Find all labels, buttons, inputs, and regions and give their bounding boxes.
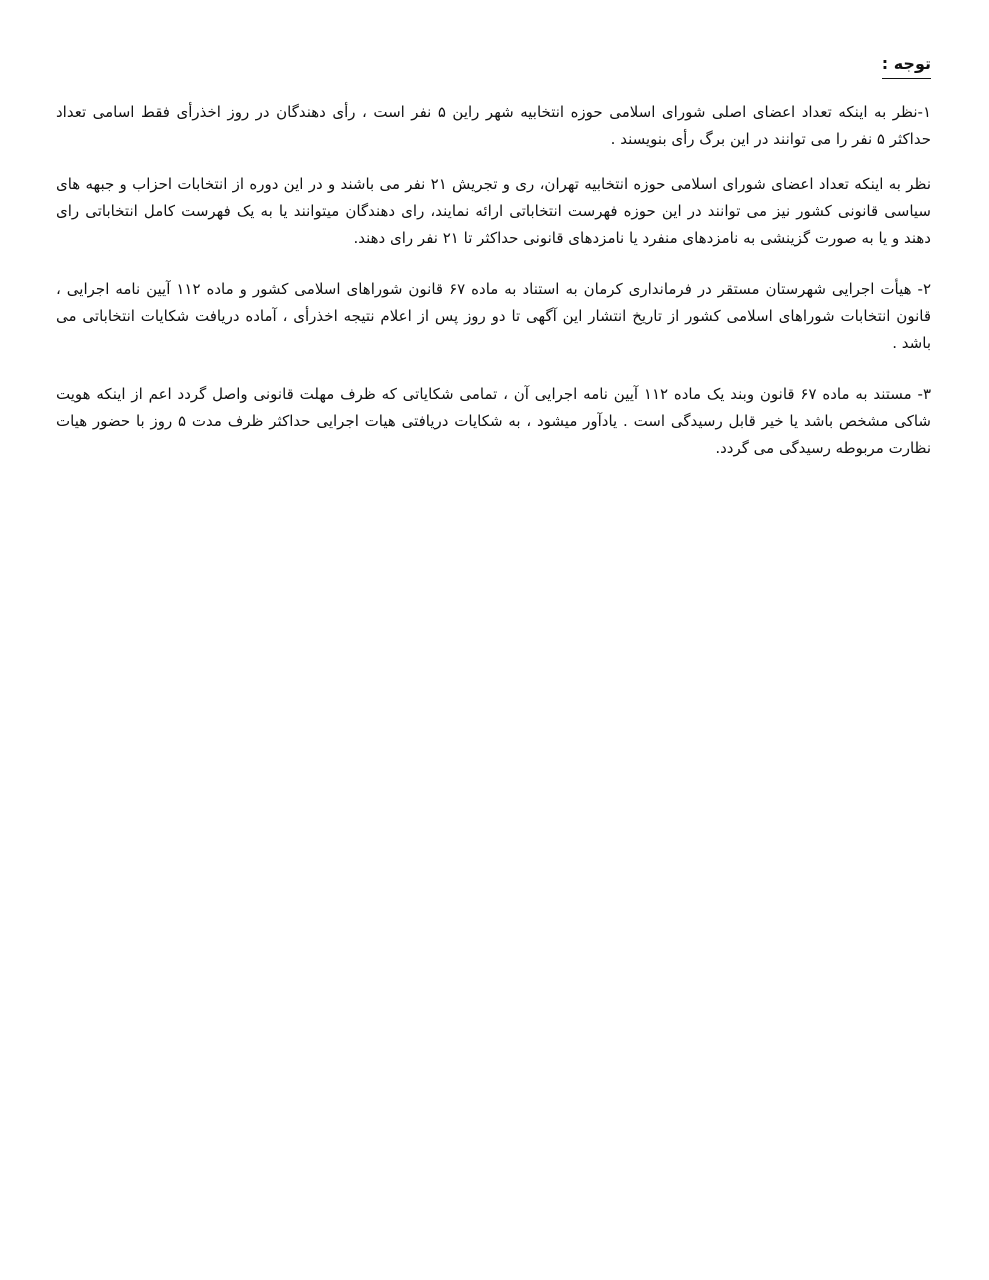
notice-body — [56, 52, 931, 480]
notice-paragraph-2: ۲- هیأت اجرایی شهرستان مستقر در فرمانداری کرمان به استناد به ماده ۶۷ قانون شوراهای اسلامی کشور و ماده ۱۱۲ آیین نامه اجرایی ، قانون انتخابات شوراهای اسلامی کشور از تاریخ انتشار این آگهی تا دو روز پس از اعلام نتیجه اخذرأی ، آماده دریافت شکایات انتخاباتی می باشد . — [56, 280, 931, 352]
notice-paragraph-1: ۱-نظر به اینکه تعداد اعضای اصلی شورای اسلامی حوزه انتخابیه شهر راین ۵ نفر است ، رأی دهندگان در روز اخذرأی فقط اسامی تعداد حداکثر ۵ نفر را می توانند در این برگ رأی بنویسند . — [56, 103, 931, 148]
notice-paragraph-1b: نظر به اینکه تعداد اعضای شورای اسلامی حوزه انتخابیه تهران، ری و تجریش ۲۱ نفر می باشند و در این دوره از انتخابات احزاب و جبهه های سیاسی قانونی کشور نیز می توانند در این حوزه فهرست انتخاباتی ارائه نمایند، رای دهندگان میتوانند یا به یک فهرست کامل انتخاباتی رای دهند و یا به صورت گزینشی به نامزدهای منفرد یا نامزدهای قانونی حداکثر تا ۲۱ نفر رای دهند. — [56, 175, 931, 247]
notice-heading: توجه : — [882, 52, 931, 79]
notice-paragraph-3: ۳- مستند به ماده ۶۷ قانون وبند یک ماده ۱۱۲ آیین نامه اجرایی آن ، تمامی شکایاتی که ظرف مهلت قانونی واصل گردد اعم از اینکه هویت شاکی مشخص باشد یا خیر قابل رسیدگی است . یادآور میشود ، به شکایات دریافتی هیات اجرایی حداکثر ظرف مدت ۵ روز با حضور هیات نظارت مربوطه رسیدگی می گردد. — [56, 385, 931, 457]
